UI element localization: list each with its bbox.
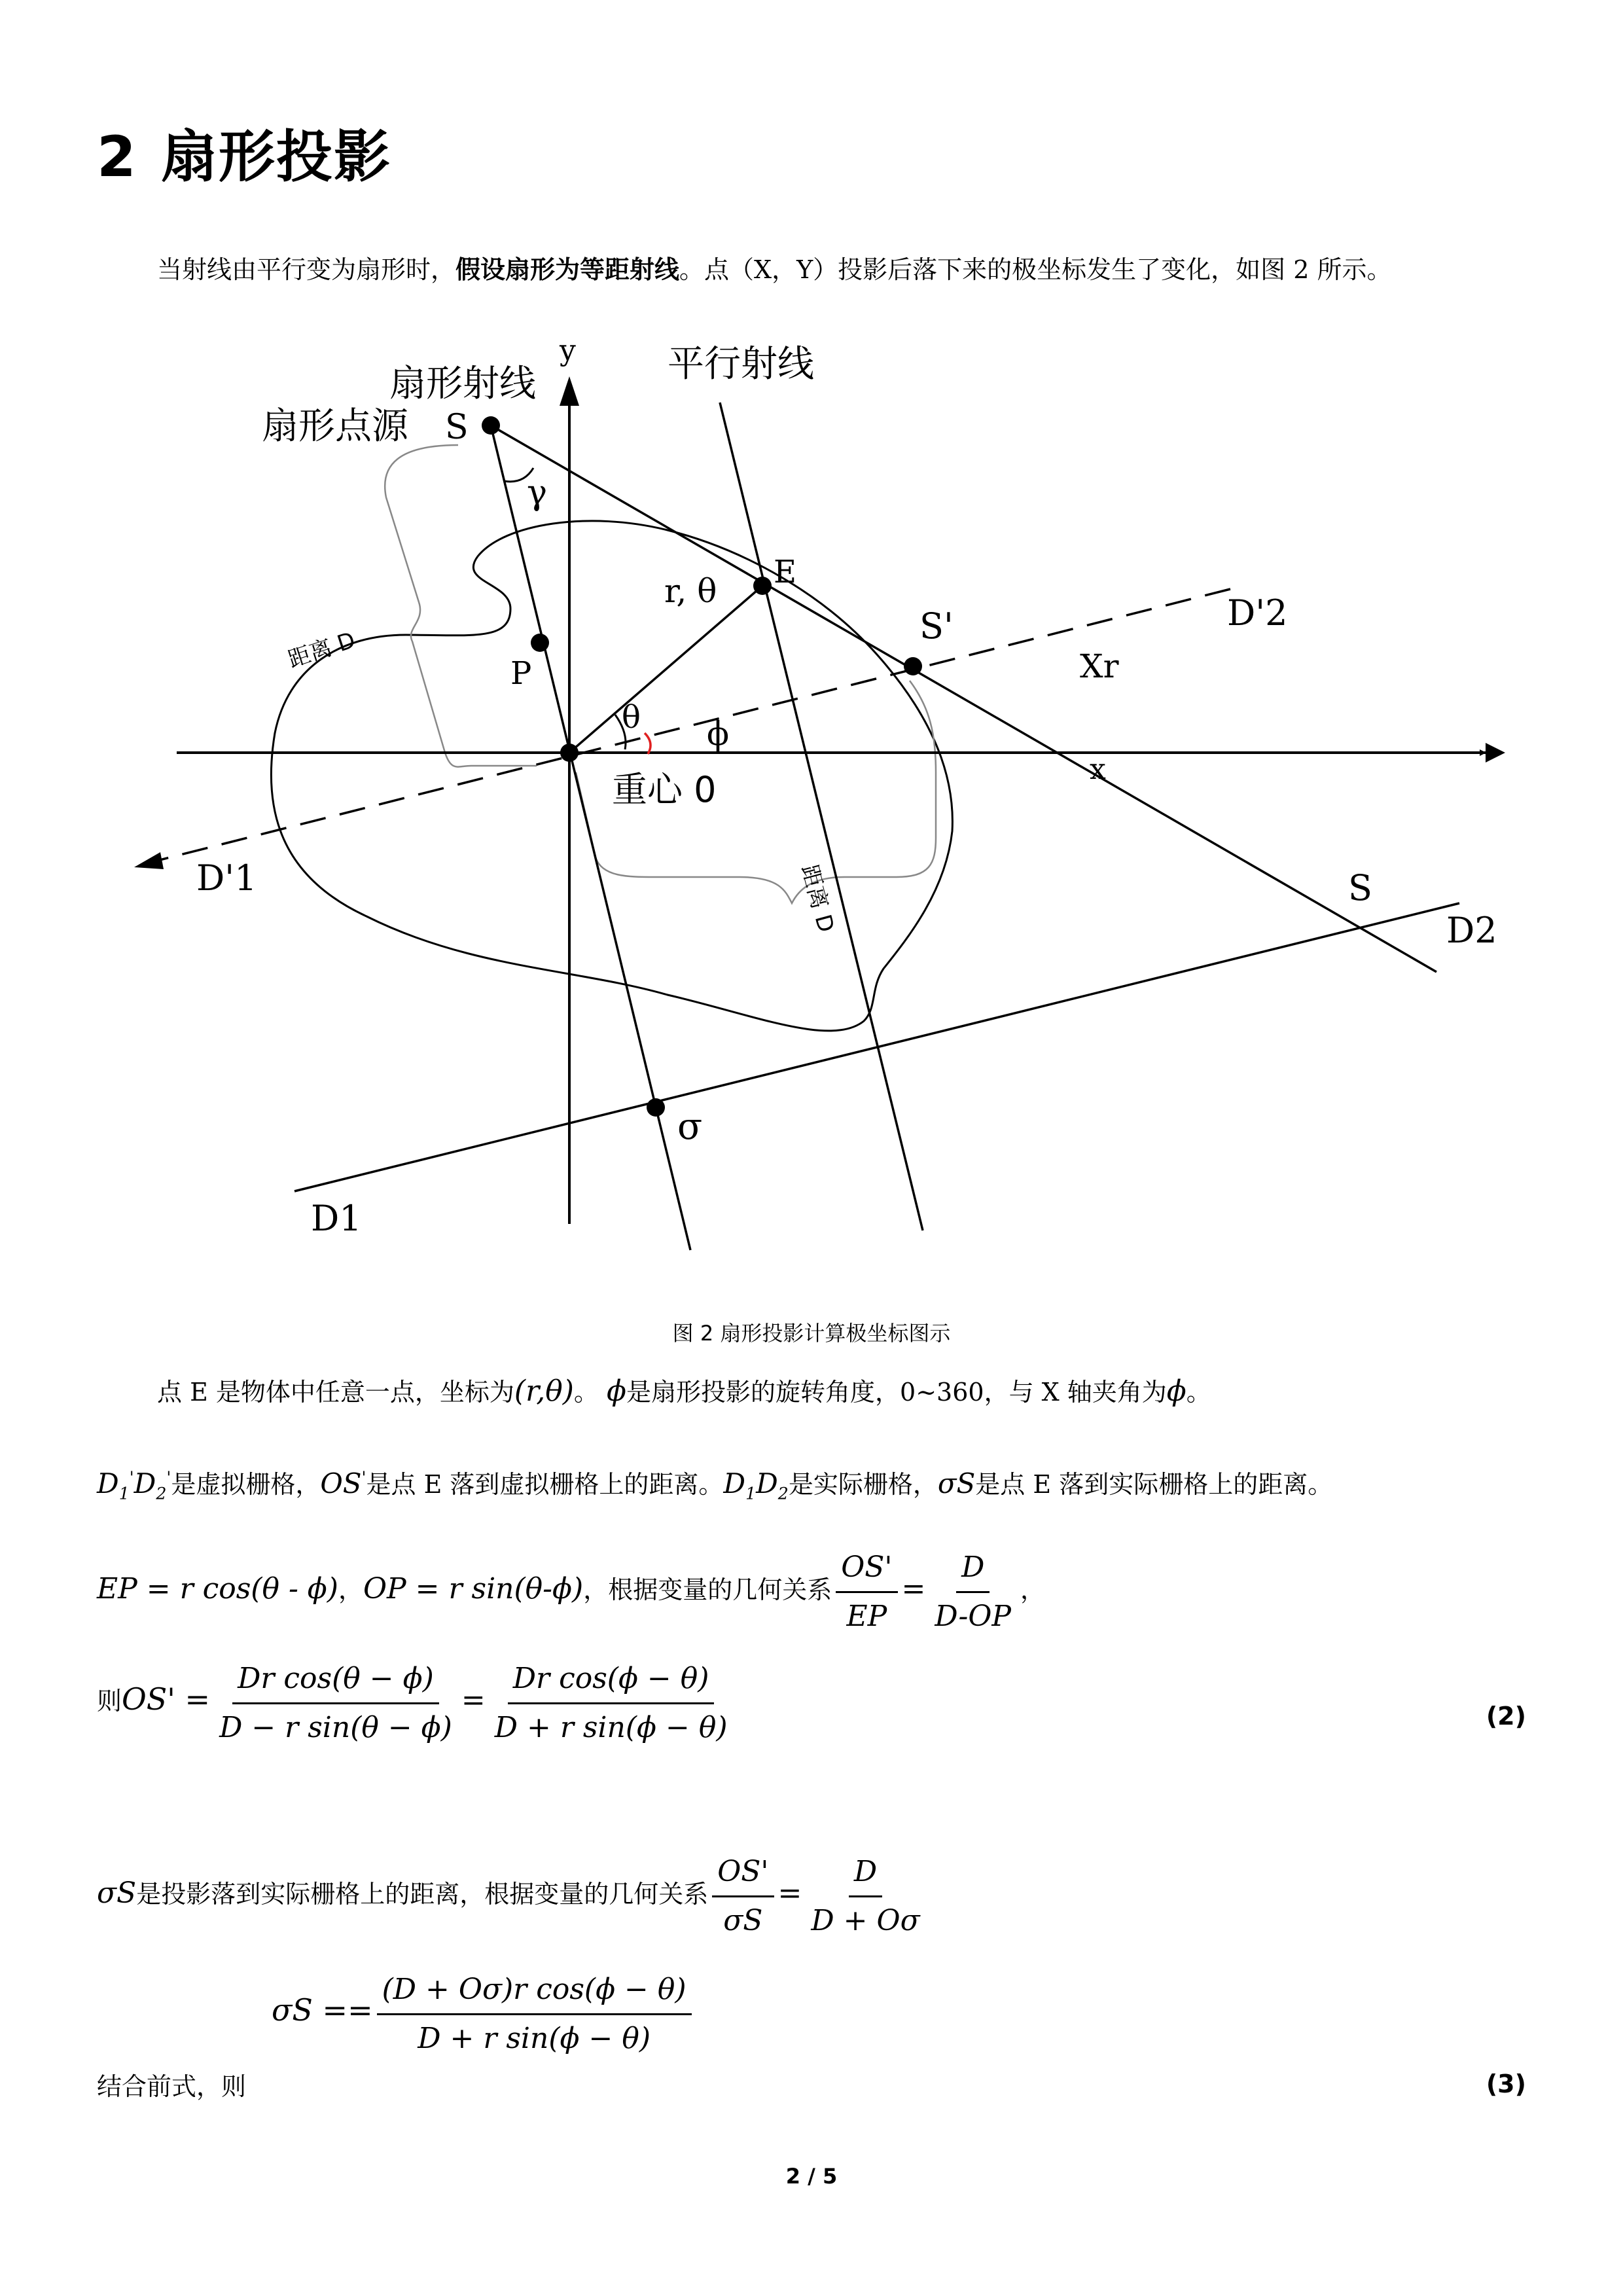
point-S-prime xyxy=(904,657,922,675)
virtual-grid-line xyxy=(144,589,1230,864)
central-ray xyxy=(491,425,690,1250)
label-distance-D-left: 距离 D xyxy=(285,627,359,673)
label-phi: ϕ xyxy=(707,715,730,753)
distance-bracket-left xyxy=(385,445,537,767)
intro-text-a: 当射线由平行变为扇形时， xyxy=(157,255,456,284)
intro-paragraph xyxy=(157,253,1392,287)
label-D1-prime: D'1 xyxy=(196,857,257,899)
label-fan-ray: 扇形射线 xyxy=(389,363,536,405)
label-D2: D2 xyxy=(1446,910,1497,951)
point-E xyxy=(753,577,772,595)
label-parallel-ray: 平行射线 xyxy=(668,343,814,386)
phi-arc xyxy=(645,733,651,754)
text-line-2: $D_1'D_2'$是虚拟栅格，OS'是点 E 落到虚拟栅格上的距离。$D_1D_2$是实际栅格，σS是点 E 落到实际栅格上的距离。 xyxy=(97,1467,1333,1503)
point-O xyxy=(560,744,579,762)
label-S-source: S xyxy=(445,408,469,447)
equation-3-number: (3) xyxy=(1486,2070,1526,2098)
page-number: 2 / 5 xyxy=(785,2164,838,2189)
label-fan-source: 扇形点源 xyxy=(262,405,408,448)
equation-2: 则OS' = $\frac{\text{Dr cos(θ − ϕ)}}{\text{D − r sin(θ − ϕ)}}$ = $\frac{\text{Dr cos(ϕ − θ)}}{\text{D + r sin(ϕ − θ)}}$ xyxy=(97,1659,737,1748)
label-gamma: γ xyxy=(527,473,548,512)
figure-caption: 图 2 扇形投影计算极坐标图示 xyxy=(672,1321,951,1346)
section-number: 2 xyxy=(97,124,137,190)
label-x-axis: x xyxy=(1090,753,1106,786)
label-D1: D1 xyxy=(311,1198,362,1239)
label-S-prime: S' xyxy=(919,605,954,647)
equation-3: σS == $\frac{\text{(D + Oσ)r cos(ϕ − θ)}}{\text{D + r sin(ϕ − θ)}}$ xyxy=(272,1970,696,2058)
point-S-source xyxy=(482,416,500,435)
label-distance-D-right: 距离 D xyxy=(796,861,840,935)
equation-2-number: (2) xyxy=(1486,1702,1526,1731)
label-D2-prime: D'2 xyxy=(1227,592,1288,634)
section-heading xyxy=(97,111,391,192)
label-centroid: 重心 0 xyxy=(612,769,717,810)
section-title: 扇形投影 xyxy=(160,124,391,190)
text-line-5: σS是投影落到实际栅格上的距离，根据变量的几何关系 $\frac{OS'}{\sigma S}$ = $\frac{D}{D + O\sigma}$ xyxy=(97,1852,929,1941)
label-S-real: S xyxy=(1348,867,1372,908)
text-line-1: 点 E 是物体中任意一点，坐标为(r,θ)。 ϕ是扇形投影的旋转角度，0~360，与 X 轴夹角为ϕ。 xyxy=(157,1374,1211,1408)
point-P xyxy=(531,634,549,652)
oe-segment xyxy=(569,586,762,753)
label-E: E xyxy=(774,554,797,590)
parallel-ray-line xyxy=(720,403,923,1230)
label-P: P xyxy=(510,655,532,692)
label-y-axis: y xyxy=(560,334,576,367)
label-Xr: Xr xyxy=(1080,647,1119,685)
text-line-3: EP = r cos(θ - ϕ)，OP = r sin(θ-ϕ)，根据变量的几何关系 $\frac{OS'}{EP}$ = $\frac{D}{D-OP}$ ， xyxy=(97,1548,1045,1636)
fan-projection-figure xyxy=(0,314,1623,1296)
intro-text-b: 。点（X，Y）投影后落下来的极坐标发生了变化，如图 2 所示。 xyxy=(679,255,1392,284)
intro-bold: 假设扇形为等距射线 xyxy=(455,255,680,284)
point-sigma xyxy=(647,1098,665,1117)
equation-3-prefix: 结合前式，则 xyxy=(97,2072,247,2101)
label-theta: θ xyxy=(622,699,641,736)
label-r-theta: r, θ xyxy=(664,572,717,610)
label-sigma: σ xyxy=(677,1105,703,1148)
